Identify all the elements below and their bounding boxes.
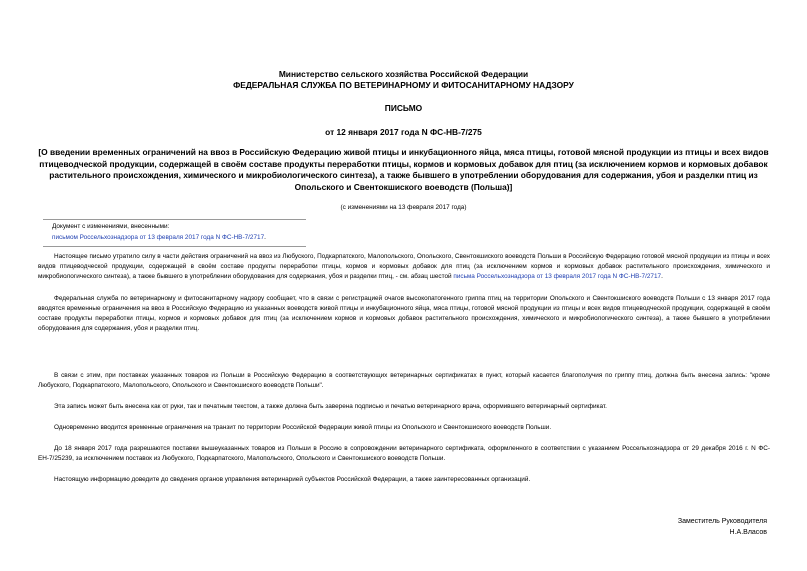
body-paragraph: Одновременно вводится временные ограничения на транзит по территории Российской Федерации живой птицы из Опольского и Свентокшиского воеводств Польши. xyxy=(54,424,552,431)
signature-name: Н.А.Власов xyxy=(729,529,767,536)
changes-note: (с изменениями на 13 февраля 2017 года) xyxy=(340,204,467,211)
amendment-link-suffix: . xyxy=(264,234,266,241)
body-paragraph: Федеральная служба по ветеринарному и фитосанитарному надзору сообщает, что в связи с регистрацией очагов высокопатогенного гриппа птиц на территории Опольского и Свентокшиского воеводств Польши с 13 января 2017 года вводятся временные ограничения на ввоз в Российскую Федерацию из указанных воеводств живой птицы и инкубационного яйца, мяса птицы, готовой мясной продукции из птицы и всех видов птицеводческой продукции, содержащей в своём составе продукты переработки птицы, кормов и кормовых добавок для птиц (за исключением кормов и кормовых добавок растительного происхождения, химического и микробиологического синтеза), а также бывшего в употреблении оборудования для содержания, убоя и разделки птиц. xyxy=(38,295,770,332)
body-paragraph: Настоящую информацию доведите до сведения органов управления ветеринарией субъектов Российской Федерации, а также заинтересованных организаций. xyxy=(54,476,531,483)
doc-date-heading: от 12 января 2017 года N ФС-НВ-7/275 xyxy=(325,127,482,137)
service-heading: ФЕДЕРАЛЬНАЯ СЛУЖБА ПО ВЕТЕРИНАРНОМУ И ФИТОСАНИТАРНОМУ НАДЗОРУ xyxy=(233,80,574,90)
notice-paragraph xyxy=(38,252,770,282)
body-paragraph: До 18 января 2017 года разрешаются поставки вышеуказанных товаров из Польши в Россию в сопровождении ветеринарного сертификата, оформленного в соответствии с указанием Россельхознадзора от 29 декабря 2016 г. N ФС-ЕН-7/25239, за исключением поставок из Любуского, Подкарпатского, Малопольского, Опольского и Свентокшиского воеводств Польши. xyxy=(38,445,770,462)
notice-link[interactable]: письма Россельхознадзора от 13 февраля 2017 года N ФС-НВ-7/2717 xyxy=(453,273,662,280)
divider-top xyxy=(43,219,306,220)
notice-text: Настоящее письмо утратило силу в части действия ограничений на ввоз из Любуского, Подкарпатского, Малопольского, Опольского, Свентокшиского воеводств Польши в Российскую Федерацию готовой мясной продукции из птицы и всех видов птицеводческой продукции, содержащей в своём составе продукты переработки птицы, кормов и кормовых добавок для птиц (за исключением кормов и кормовых добавок растительного происхождения, химического и микробиологического синтеза), а также бывшего в употреблении оборудования для содержания, убоя и разделки птиц, - см. абзац шестой xyxy=(38,253,770,280)
signature-position: Заместитель Руководителя xyxy=(677,518,767,525)
notice-link-suffix: . xyxy=(661,273,663,280)
divider-bottom xyxy=(43,246,306,247)
ministry-heading: Министерство сельского хозяйства Российской Федерации xyxy=(278,69,529,79)
body-paragraph: В связи с этим, при поставках указанных товаров из Польши в Российскую Федерацию в соответствующих ветеринарных сертификатах в пункт, который касается благополучия по гриппу птиц, должна быть внесена запись: "кроме Любуского, Подкарпатского, Малопольского, Опольского и Свентокшиского воеводств Польши". xyxy=(38,372,770,389)
doc-info-amendment xyxy=(52,233,266,243)
doc-info-label: Документ с изменениями, внесенными: xyxy=(52,223,170,230)
doc-type-heading: ПИСЬМО xyxy=(384,103,423,113)
body-paragraph: Эта запись может быть внесена как от руки, так и печатным текстом, а также должна быть заверена подписью и печатью ветеринарного врача, оформившего ветеринарный сертификат. xyxy=(54,403,607,410)
amendment-link[interactable]: письмом Россельхознадзора от 13 февраля 2017 года N ФС-НВ-7/2717 xyxy=(52,234,265,241)
document-title: [О введении временных ограничений на ввоз в Российскую Федерацию живой птицы и инкубационного яйца, мяса птицы, готовой мясной продукции из птицы и всех видов птицеводческой продукции, содержащей в своём составе продукты переработки птицы, кормов и кормовых добавок для птиц (за исключением кормов и кормовых добавок растительного происхождения, химического и микробиологического синтеза), а также бывшего в употреблении оборудования для содержания, убоя и разделки птиц из Опольского и Свентокшиского воеводств (Польша)] xyxy=(38,147,769,192)
